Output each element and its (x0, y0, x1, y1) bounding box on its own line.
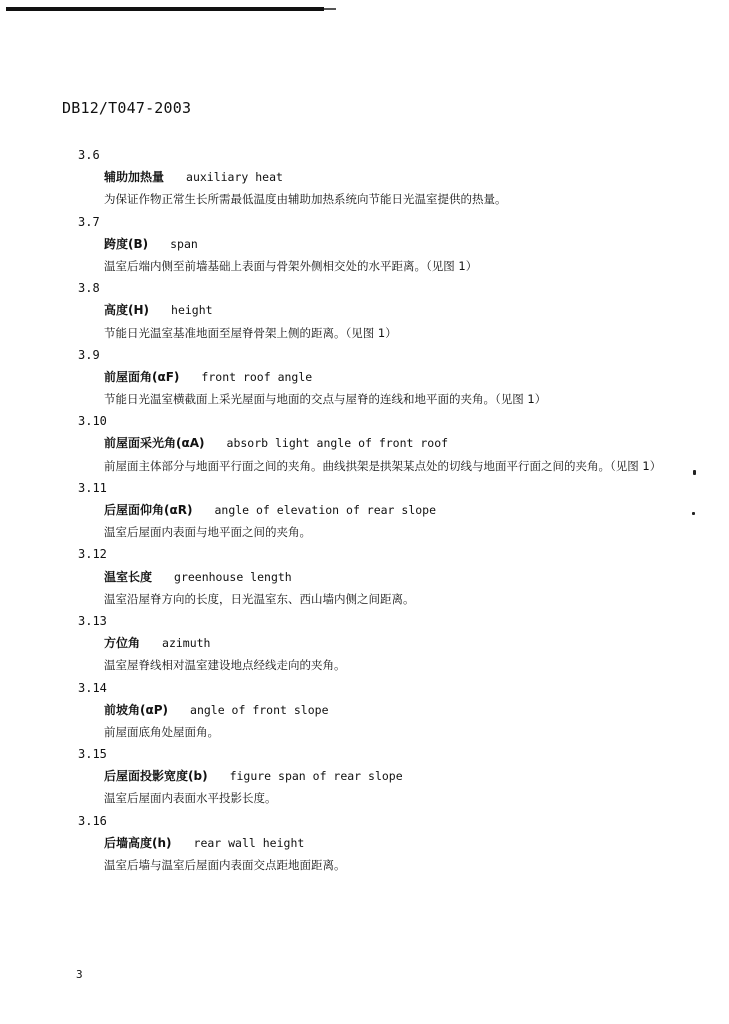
term-en: figure span of rear slope (229, 769, 403, 784)
term-zh: 后墙高度(h) (104, 835, 172, 850)
term-zh: 前屋面角(αF) (104, 369, 180, 384)
entry-number: 3.12 (78, 547, 107, 562)
entry-number: 3.10 (78, 414, 107, 429)
term-definition: 温室沿屋脊方向的长度，日光温室东、西山墙内侧之间距离。 (104, 591, 415, 606)
term-line (60, 299, 700, 321)
term-en: azimuth (162, 636, 211, 651)
term-definition: 前屋面主体部分与地面平行面之间的夹角。曲线拱架是拱架某点处的切线与地面平行面之间的夹角。（见图 1） (104, 458, 662, 473)
term-en: rear wall height (193, 835, 305, 850)
term-line (60, 832, 700, 854)
term-zh: 温室长度 (104, 569, 153, 584)
term-definition: 为保证作物正常生长所需最低温度由辅助加热系统向节能日光温室提供的热量。 (104, 192, 507, 207)
entry-number: 3.6 (78, 148, 100, 162)
top-rule (6, 7, 324, 11)
term-line (60, 566, 700, 588)
term-zh: 前坡角(αP) (104, 702, 169, 717)
term-en: auxiliary heat (186, 170, 283, 185)
term-zh: 方位角 (104, 636, 141, 651)
term-line (60, 499, 700, 521)
term-definition: 温室后屋面内表面水平投影长度。 (104, 791, 277, 806)
term-zh: 前屋面采光角(αA) (104, 436, 205, 451)
page-number: 3 (76, 968, 83, 981)
term-definition: 温室后屋面内表面与地平面之间的夹角。 (104, 525, 311, 540)
term-definition: 节能日光温室基准地面至屋脊骨架上侧的距离。（见图 1） (104, 325, 397, 340)
entry-number: 3.8 (78, 281, 100, 296)
term-en: span (170, 236, 198, 251)
term-zh: 辅助加热量 (104, 170, 165, 185)
entry-3-11 (60, 477, 700, 544)
term-zh: 跨度(B) (104, 236, 149, 251)
entry-3-12 (60, 543, 700, 610)
term-en: angle of elevation of rear slope (214, 503, 437, 518)
term-en: height (171, 303, 213, 318)
entry-3-8 (60, 277, 700, 344)
term-definition: 节能日光温室横截面上采光屋面与地面的交点与屋脊的连线和地平面的夹角。（见图 1） (104, 392, 547, 407)
entry-number: 3.13 (78, 613, 107, 628)
entry-3-13 (60, 610, 700, 677)
entry-3-6 (60, 144, 700, 211)
scan-speck (693, 470, 696, 475)
entry-number: 3.11 (78, 480, 107, 495)
term-line (60, 432, 700, 454)
entry-3-16 (60, 810, 700, 877)
term-entries (60, 144, 700, 876)
entry-3-9 (60, 344, 700, 411)
term-definition: 温室屋脊线相对温室建设地点经线走向的夹角。 (104, 658, 346, 673)
entry-3-15 (60, 743, 700, 810)
term-line (60, 632, 700, 654)
term-line (60, 233, 700, 255)
entry-number: 3.16 (78, 813, 107, 828)
term-line (60, 366, 700, 388)
term-line (60, 765, 700, 787)
term-line (60, 699, 700, 721)
term-en: absorb light angle of front roof (226, 436, 449, 451)
entry-number: 3.14 (78, 680, 107, 695)
term-definition: 温室后墙与温室后屋面内表面交点距地面距离。 (104, 858, 346, 873)
term-en: front roof angle (201, 369, 313, 384)
term-definition: 温室后端内侧至前墙基础上表面与骨架外侧相交处的水平距离。（见图 1） (104, 258, 478, 273)
entry-number: 3.15 (78, 747, 107, 762)
entry-3-14 (60, 677, 700, 744)
term-line (60, 166, 700, 188)
term-en: angle of front slope (190, 702, 329, 717)
term-zh: 后屋面投影宽度(b) (104, 769, 208, 784)
entry-3-7 (60, 211, 700, 278)
term-en: greenhouse length (174, 569, 292, 584)
term-definition: 前屋面底角处屋面角。 (104, 724, 219, 739)
entry-number: 3.7 (78, 214, 100, 229)
top-rule-tail (324, 8, 336, 10)
term-zh: 高度(H) (104, 303, 150, 318)
entry-3-10 (60, 410, 700, 477)
scan-speck (692, 512, 695, 515)
entry-number: 3.9 (78, 347, 100, 362)
document-code: DB12/T047-2003 (62, 99, 192, 117)
term-zh: 后屋面仰角(αR) (104, 503, 193, 518)
